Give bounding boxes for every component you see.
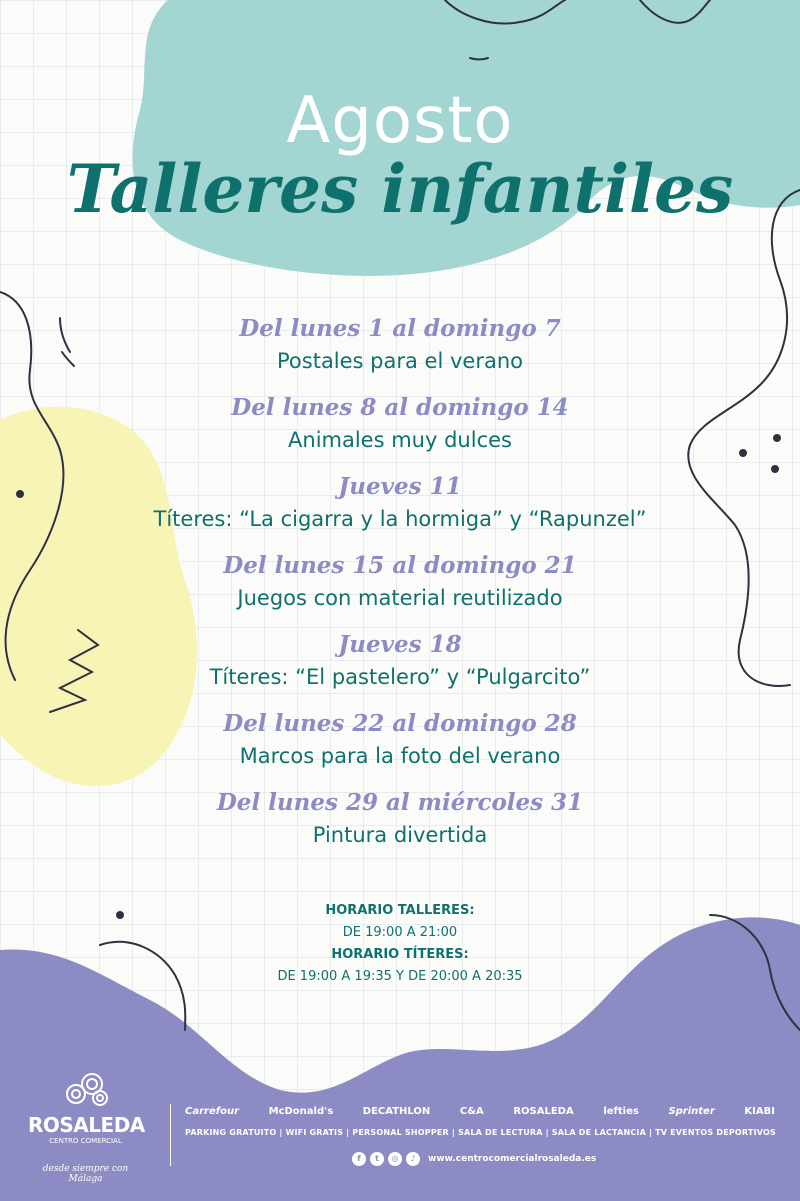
brand-kiabi: KIABI — [744, 1105, 775, 1117]
logo-tagline: desde siempre con Málaga — [42, 1164, 129, 1184]
instagram-icon[interactable]: ◎ — [388, 1152, 402, 1166]
entry-title: Pintura divertida — [312, 823, 488, 847]
schedule-entry — [0, 391, 800, 470]
entry-title: Títeres: “La cigarra y la hormiga” y “Rapunzel” — [153, 507, 647, 531]
workshop-schedule — [0, 312, 800, 865]
puppets-hours-label: HORARIO TÍTERES: — [331, 947, 469, 962]
entry-date: Del lunes 22 al domingo 28 — [223, 710, 577, 737]
hours-info — [0, 900, 800, 988]
schedule-entry — [0, 628, 800, 707]
brand-decathlon: DECATHLON — [362, 1105, 431, 1117]
brand-carrefour: Carrefour — [185, 1105, 240, 1117]
brand-ca: C&A — [459, 1105, 484, 1117]
logo-name: ROSALEDA — [28, 1113, 145, 1137]
website-link[interactable]: www.centrocomercialrosaleda.es — [428, 1154, 597, 1164]
month-title: Agosto — [286, 84, 514, 158]
entry-title: Postales para el verano — [277, 349, 523, 373]
entry-title: Animales muy dulces — [288, 428, 512, 452]
footer — [0, 1060, 800, 1201]
schedule-entry — [0, 786, 800, 865]
logo-subtitle: CENTRO COMERCIAL — [49, 1137, 122, 1145]
entry-title: Marcos para la foto del verano — [239, 744, 561, 768]
entry-title: Juegos con material reutilizado — [237, 586, 563, 610]
workshops-hours-value: DE 19:00 A 21:00 — [342, 925, 458, 940]
brand-rosaleda-cinema: ROSALEDA — [513, 1105, 574, 1117]
entry-date: Del lunes 1 al domingo 7 — [239, 315, 561, 342]
brand-list — [185, 1103, 775, 1119]
entry-date: Del lunes 29 al miércoles 31 — [216, 789, 584, 816]
rose-icon — [56, 1070, 116, 1110]
entry-date: Del lunes 8 al domingo 14 — [231, 394, 569, 421]
schedule-entry — [0, 470, 800, 549]
brand-sprinter: Sprinter — [668, 1105, 715, 1117]
schedule-entry — [0, 312, 800, 391]
page-title: Talleres infantiles — [66, 150, 734, 228]
entry-title: Títeres: “El pastelero” y “Pulgarcito” — [209, 665, 591, 689]
entry-date: Jueves 18 — [338, 631, 462, 658]
brand-lefties: lefties — [603, 1105, 639, 1117]
brand-mcdonalds: McDonald's — [268, 1105, 334, 1117]
twitter-icon[interactable]: t — [370, 1152, 384, 1166]
schedule-entry — [0, 707, 800, 786]
facebook-icon[interactable]: f — [352, 1152, 366, 1166]
puppets-hours-value: DE 19:00 A 19:35 Y DE 20:00 A 20:35 — [277, 969, 523, 984]
schedule-entry — [0, 549, 800, 628]
tiktok-icon[interactable]: ♪ — [406, 1152, 420, 1166]
workshops-hours-label: HORARIO TALLERES: — [325, 903, 475, 918]
services-list: PARKING GRATUITO | WIFI GRATIS | PERSONAL SHOPPER | SALA DE LECTURA | SALA DE LACTANCIA | TV EVENTOS DEPORTIVOS — [185, 1128, 776, 1137]
rosaleda-logo — [28, 1070, 143, 1184]
entry-date: Del lunes 15 al domingo 21 — [223, 552, 577, 579]
social-links — [352, 1152, 596, 1166]
entry-date: Jueves 11 — [338, 473, 462, 500]
footer-divider — [170, 1104, 171, 1166]
